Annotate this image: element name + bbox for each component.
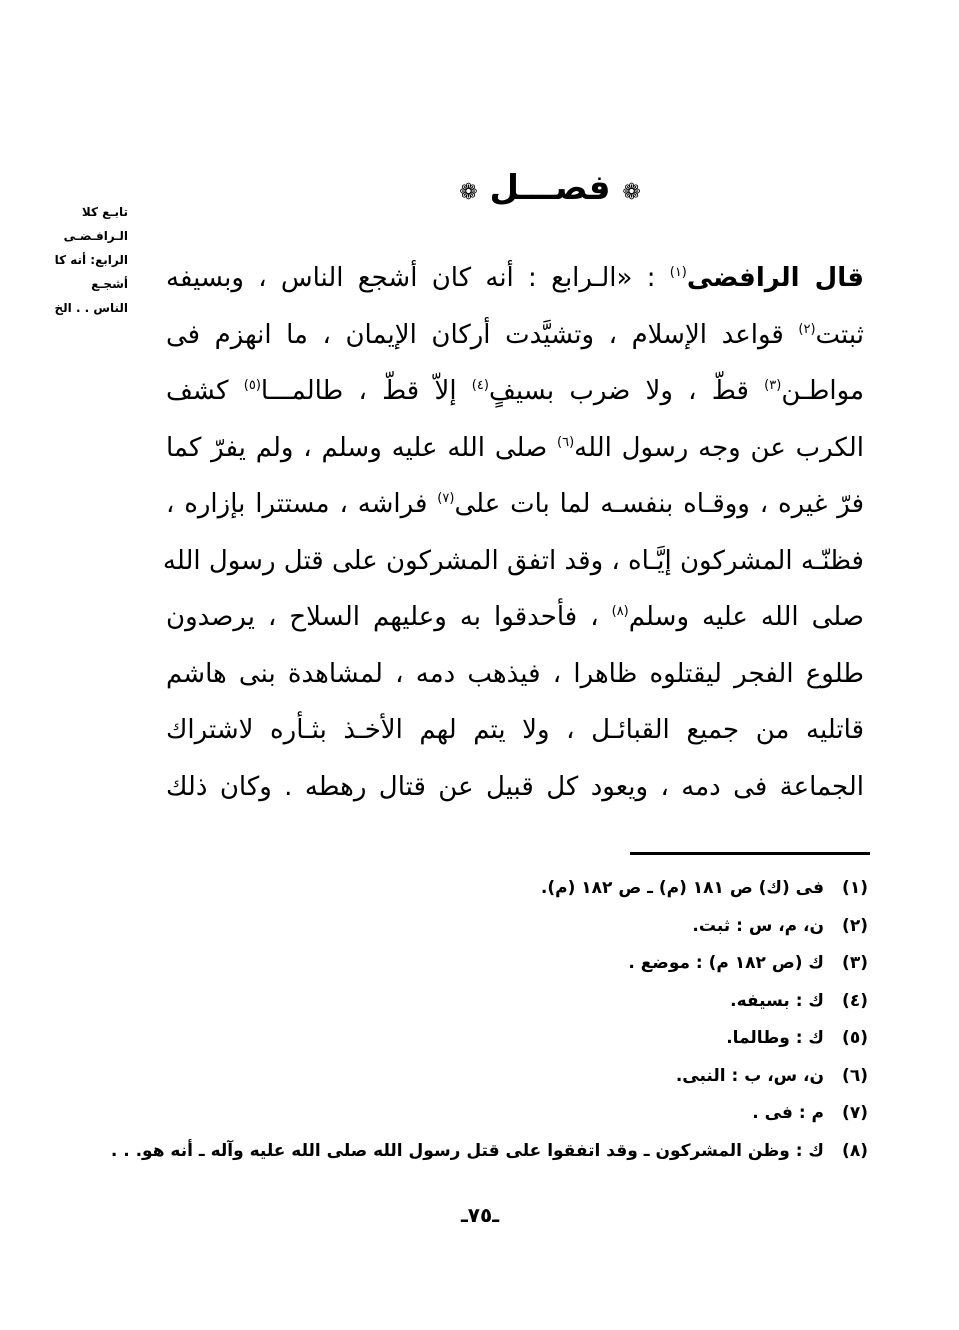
- footnote-ref[interactable]: (٦): [557, 434, 575, 450]
- footnote-text: ن، س، ب : النبى.: [675, 1065, 824, 1086]
- line-text: الكرب عن وجه رسول الله: [574, 432, 864, 463]
- line-text: فرّ غيره ، ووقـاه بنفسـه لما بات على: [454, 489, 865, 519]
- line-text: قواعد الإسلام ، وتشيَّدت أركان الإيمان ، ما انهزم فى: [166, 319, 799, 350]
- line-text: فظنّـه المشركون إيَّـاه ، وقد اتفق المشركون على قتل رسول الله: [162, 545, 864, 576]
- footnote-number: (١): [842, 878, 868, 898]
- footnote: [150, 870, 868, 908]
- text-line: [166, 646, 864, 703]
- footnote-text: ك : بسيفه.: [730, 990, 824, 1011]
- footnote-ref[interactable]: (١): [669, 265, 687, 280]
- main-text: [162, 250, 865, 815]
- line-text: ، فأحدقوا به وعليهم السلاح ، يرصدون: [166, 602, 612, 632]
- text-line: [166, 250, 864, 307]
- text-line: [166, 307, 864, 364]
- line-text: صلى الله عليه وسلم ، ولم يفرّ كما: [166, 432, 558, 463]
- footnote-ref[interactable]: (٤): [471, 378, 489, 393]
- footnote-ref[interactable]: (٧): [437, 491, 455, 506]
- footnote-ref[interactable]: (٥): [243, 378, 261, 393]
- footnote-ref[interactable]: (٣): [764, 378, 782, 393]
- text-line: [166, 702, 864, 759]
- footnote-number: (٥): [842, 1028, 868, 1048]
- line-text: قاتليه من جميع القبائـل ، ولا يتم لهم الأخـذ بثـأره لاشتراك: [166, 715, 864, 745]
- text-line: [166, 759, 864, 816]
- section-title: فصـــل: [489, 168, 611, 208]
- page-number: ـ٧٥ـ: [460, 1203, 500, 1227]
- footnote-text: ك (ص ١٨٢ م) : موضع .: [628, 953, 824, 973]
- ornament-icon: ❁: [459, 180, 478, 205]
- footnote-divider: [630, 852, 870, 855]
- footnote-text: ك : وظن المشركون ـ وقد اتفقوا على قتل رسول الله صلى الله عليه وآله ـ أنه هو. . .: [110, 1140, 824, 1161]
- footnote-number: (٢): [842, 915, 868, 936]
- margin-note: [18, 200, 128, 320]
- line-text: فراشه ، مستترا بإزاره ،: [166, 489, 438, 519]
- margin-note-line: تابـع كلا: [81, 205, 128, 219]
- line-text: كشف: [166, 376, 244, 406]
- text-line: [166, 476, 864, 533]
- footnotes: [110, 870, 868, 1170]
- footnote: [150, 1058, 868, 1096]
- footnote-number: (٧): [842, 1103, 868, 1123]
- footnote-ref[interactable]: (٨): [611, 604, 629, 619]
- footnote: [110, 1133, 868, 1171]
- line-text: ثبتت: [815, 319, 864, 350]
- footnote-text: ن، م، س : ثبت.: [692, 915, 824, 936]
- line-text: مواطـن: [781, 376, 864, 406]
- line-text: الجماعة فى دمه ، ويعود كل قبيل عن قتال رهطه . وكان ذلك: [166, 771, 864, 802]
- text-line: [162, 533, 864, 590]
- margin-note-line: الناس . . الخ: [54, 301, 128, 315]
- text-line: [166, 420, 864, 477]
- footnote-number: (٣): [842, 953, 868, 973]
- footnote-number: (٨): [842, 1140, 868, 1161]
- footnote-ref[interactable]: (٢): [798, 321, 816, 337]
- footnote-text: ك : وطالما.: [726, 1028, 824, 1048]
- margin-note-line: أشجـع: [91, 277, 128, 291]
- line-text: طلوع الفجر ليقتلوه ظاهرا ، فيذهب دمه ، لمشاهدة بنى هاشم: [166, 658, 864, 689]
- section-heading: [440, 168, 660, 213]
- footnote: [150, 1095, 868, 1133]
- line-text: إلاّ قطّ ، طالمـــا: [260, 376, 472, 406]
- text-line: [166, 363, 864, 420]
- margin-note-line: الرابع: أنه كا: [54, 253, 128, 267]
- line-text: صلى الله عليه وسلم: [628, 602, 864, 632]
- text-line: [166, 589, 864, 646]
- footnote: [150, 945, 868, 983]
- footnote-number: (٤): [842, 990, 868, 1011]
- footnote-text: فى (ك) ص ١٨١ (م) ـ ص ١٨٢ (م).: [540, 878, 824, 898]
- footnote: [150, 908, 868, 946]
- footnote-number: (٦): [842, 1065, 868, 1086]
- line-text: : «الـرابع : أنه كان أشجع الناس ، وبسيفه: [166, 263, 670, 293]
- line-text: قطّ ، ولا ضرب بسيفٍ: [488, 376, 765, 406]
- footnote-text: م : فى .: [752, 1103, 824, 1123]
- margin-note-line: الـرافـضـى: [63, 229, 128, 243]
- footnote: [150, 1020, 868, 1058]
- ornament-icon: ❁: [622, 180, 641, 205]
- speaker-label: قال الرافضى: [686, 263, 864, 293]
- footnote: [150, 983, 868, 1021]
